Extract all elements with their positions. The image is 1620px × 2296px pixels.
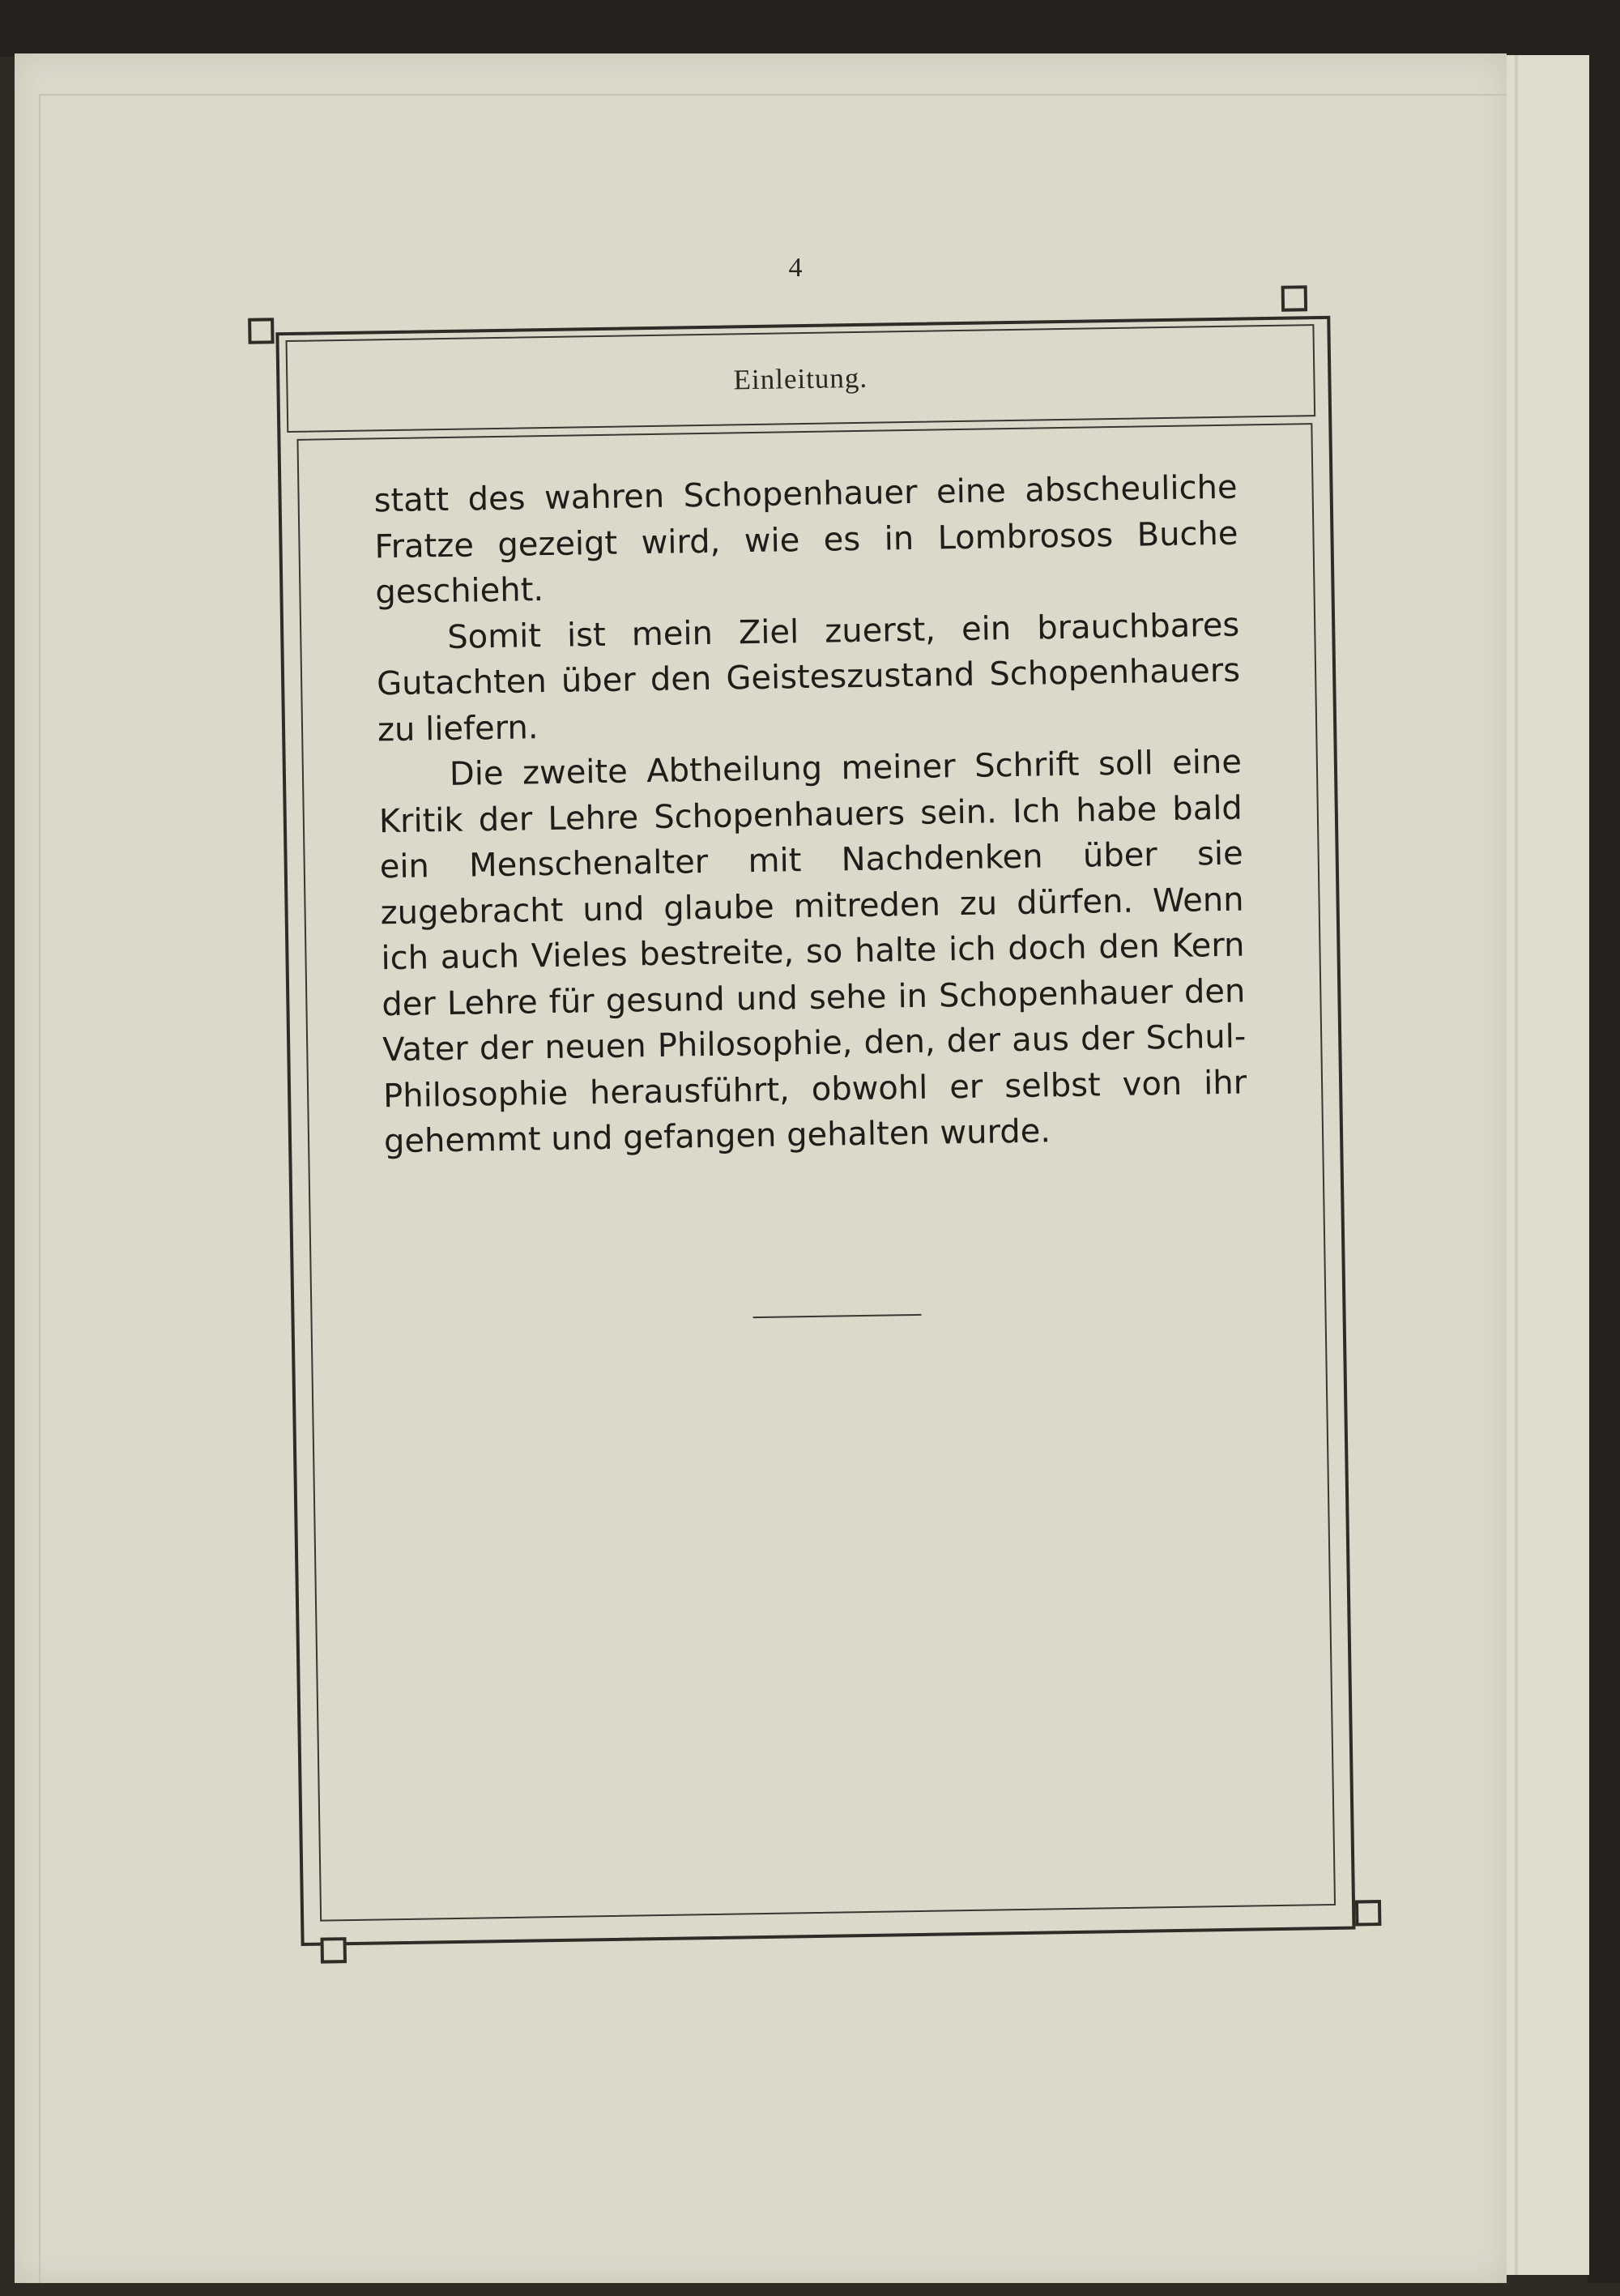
paragraph: statt des wahren Schopenhauer eine abscheuliche Fratze gezeigt wird, wie es in Lombrosos Buche geschieht. xyxy=(373,468,1238,612)
body-text xyxy=(373,465,1247,1165)
page-number: 4 xyxy=(788,253,803,283)
paragraph: Die zweite Abtheilung meiner Schrift soll eine Kritik der Lehre Schopenhauers sein. Ich habe bald ein Menschenalter mit Nachdenken über sie zugebracht und glaube mitreden zu dürfen. Wenn ich auch Vieles bestreite, so halte ich doch den Kern der Lehre für gesund und sehe in Schopenhauer den Vater der neuen Philosophie, den, der aus der Schul-Philosophie herausführt, obwohl er selbst von ihr gehemmt und gefangen gehalten wurde. xyxy=(378,743,1247,1161)
corner-ornament-bottom-left xyxy=(321,1937,347,1963)
corner-ornament-top-right xyxy=(1281,285,1307,311)
corner-ornament-top-left xyxy=(248,318,274,344)
running-header: Einleitung. xyxy=(733,361,868,396)
paragraph: Somit ist mein Ziel zuerst, ein brauchbares Gutachten über den Geisteszustand Schopenhauers zu liefern. xyxy=(376,606,1241,749)
corner-ornament-bottom-right xyxy=(1355,1900,1381,1926)
